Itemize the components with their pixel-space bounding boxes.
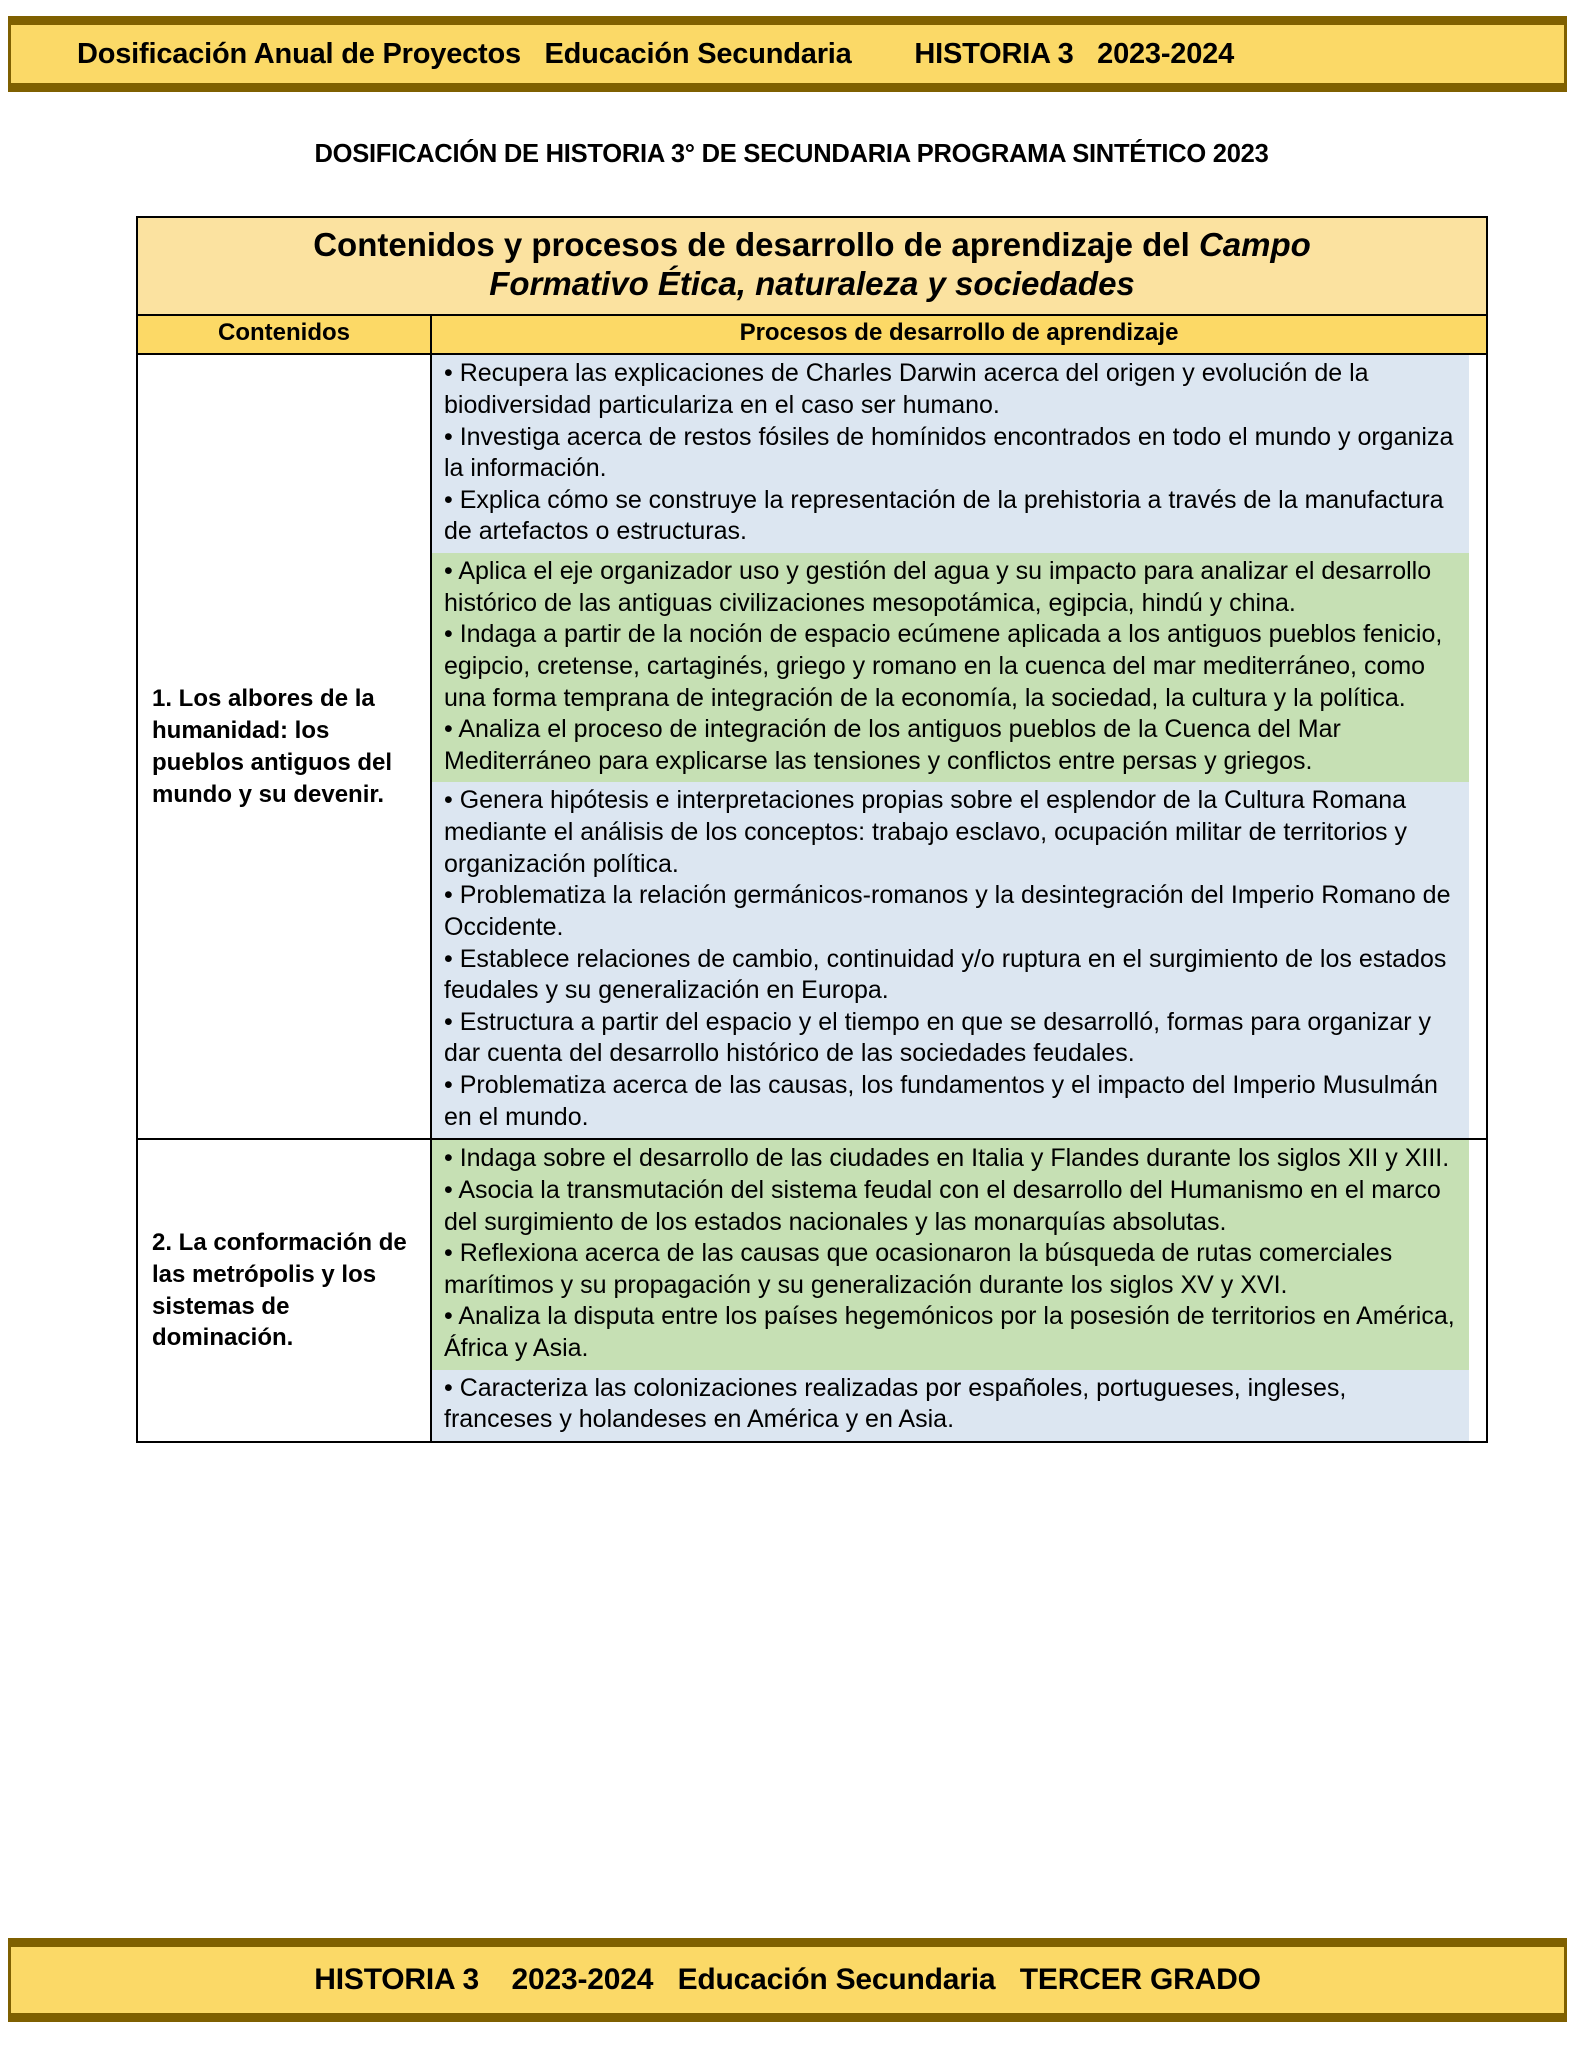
table-column-headers: [138, 316, 1486, 355]
bullet-item: • Asocia la transmutación del sistema feudal con el desarrollo del Humanismo en el marco del surgimiento de los estados nacionales y las monarquías absolutas.: [444, 1175, 1441, 1236]
bullet-item: • Explica cómo se construye la representación de la prehistoria a través de la manufactura de artefactos o estructuras.: [444, 485, 1444, 546]
bullet-item: • Recupera las explicaciones de Charles Darwin acerca del origen y evolución de la biodiversidad particulariza en el caso ser humano.: [444, 359, 1369, 419]
bullet-item: • Estructura a partir del espacio y el tiempo en que se desarrolló, formas para organizar y dar cuenta del desarrollo histórico de las sociedades feudales.: [444, 1007, 1432, 1068]
table-row: [138, 355, 1486, 1140]
column-header-contenidos: Contenidos: [138, 316, 432, 353]
bullet-item: • Analiza la disputa entre los países hegemónicos por la posesión de territorios en América, África y Asia.: [444, 1302, 1455, 1363]
processes-cell: [432, 355, 1486, 1138]
bullet-item: • Aplica el eje organizador uso y gestión del agua y su impacto para analizar el desarrollo histórico de las antiguas civilizaciones mesopotámica, egipcia, hindú y china.: [444, 557, 1432, 617]
bullet-item: • Establece relaciones de cambio, continuidad y/o ruptura en el surgimiento de los estados feudales y su generalización en Europa.: [444, 944, 1447, 1005]
content-cell: [138, 355, 432, 1138]
table-title-cell: [138, 218, 1486, 316]
content-label: 2. La conformación de las metrópolis y los sistemas de dominación.: [152, 1228, 407, 1352]
column-header-procesos: Procesos de desarrollo de aprendizaje: [739, 318, 1179, 346]
process-block: [432, 553, 1469, 782]
table-row: [138, 1140, 1486, 1441]
footer-banner-text: HISTORIA 3 2023-2024 Educación Secundaria TERCER GRADO: [314, 1963, 1261, 1996]
bullet-item: • Genera hipótesis e interpretaciones propias sobre el esplendor de la Cultura Romana mediante el análisis de los conceptos: trabajo esclavo, ocupación militar de territorios y organización política.: [444, 786, 1407, 878]
bullet-item: • Problematiza la relación germánicos-romanos y la desintegración del Imperio Romano de Occidente.: [444, 881, 1451, 941]
process-block: [432, 782, 1469, 1138]
bullet-item: una forma temprana de integración de la economía, la sociedad, la cultura y la política.: [444, 683, 1406, 712]
process-block: [432, 1370, 1469, 1441]
table-title-plain: Contenidos y procesos de desarrollo de aprendizaje del: [313, 226, 1199, 263]
processes-cell: [432, 1140, 1486, 1441]
dosificacion-table: [136, 216, 1488, 1443]
bullet-item: • Indaga a partir de la noción de espacio ecúmene aplicada a los antiguos pueblos fenicio, egipcio, cretense, cartaginés, griego y romano en la cuenca del mar mediterráneo, como: [444, 620, 1443, 680]
bullet-item: • Investiga acerca de restos fósiles de homínidos encontrados en todo el mundo y organiza la información.: [444, 422, 1454, 483]
header-banner-text: Dosificación Anual de Proyectos Educación Secundaria HISTORIA 3 2023-2024: [77, 37, 1235, 70]
bullet-item: • Problematiza acerca de las causas, los fundamentos y el impacto del Imperio Musulmán en el mundo.: [444, 1071, 1438, 1131]
bullet-item: • Reflexiona acerca de las causas que ocasionaron la búsqueda de rutas comerciales marítimos y su propagación y su generalización durante los siglos XV y XVI.: [444, 1239, 1393, 1299]
content-cell: [138, 1140, 432, 1441]
page-title: DOSIFICACIÓN DE HISTORIA 3° DE SECUNDARIA PROGRAMA SINTÉTICO 2023: [314, 140, 1269, 168]
bullet-item: • Caracteriza las colonizaciones realizadas por españoles, portugueses, ingleses, franceses y holandeses en América y en Asia.: [444, 1373, 1347, 1434]
process-block: [432, 1140, 1469, 1369]
table-title-italic-2: Formativo Ética, naturaleza y sociedades: [489, 264, 1135, 302]
footer-banner: [8, 1938, 1567, 2022]
header-banner: [8, 16, 1567, 92]
bullet-item: • Analiza el proceso de integración de los antiguos pueblos de la Cuenca del Mar Mediterráneo para explicarse las tensiones y conflictos entre persas y griegos.: [444, 715, 1341, 775]
bullet-item: • Indaga sobre el desarrollo de las ciudades en Italia y Flandes durante los siglos XII y XIII.: [444, 1144, 1450, 1173]
table-title-italic-1: Campo: [1198, 226, 1311, 263]
process-block: [432, 355, 1469, 553]
content-label: 1. Los albores de la humanidad: los pueblos antiguos del mundo y su devenir.: [152, 684, 393, 808]
